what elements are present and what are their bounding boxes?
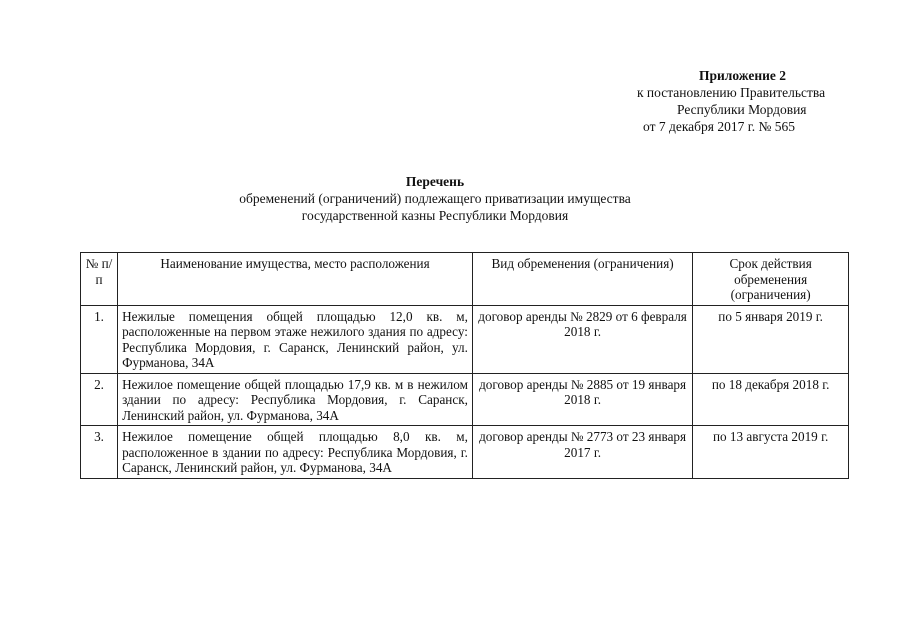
row-encumbrance: договор аренды № 2885 от 19 января 2018 г. [472, 373, 692, 426]
header-number: № п/п [81, 253, 118, 306]
row-number: 1. [81, 305, 118, 373]
appendix-block [600, 67, 900, 135]
appendix-date-line: от 7 декабря 2017 г. № 565 [643, 119, 796, 134]
row-number: 3. [81, 426, 118, 479]
row-property: Нежилое помещение общей площадью 17,9 кв. м в нежилом здании по адресу: Республика Мордовия, г. Саранск, Ленинский район, ул. Фурманова, 34А [118, 373, 473, 426]
document-subtitle-2: государственной казны Республики Мордовия [301, 208, 569, 223]
table-header-row [81, 253, 849, 306]
row-number: 2. [81, 373, 118, 426]
table-row [81, 305, 849, 373]
row-term: по 5 января 2019 г. [693, 305, 849, 373]
header-property: Наименование имущества, место расположения [118, 253, 473, 306]
document-heading [120, 173, 750, 224]
row-property: Нежилые помещения общей площадью 12,0 кв. м, расположенные на первом этаже нежилого здания по адресу: Республика Мордовия, г. Саранск, Ленинский район, ул. Фурманова, 34А [118, 305, 473, 373]
header-term: Срок действия обременения (ограничения) [693, 253, 849, 306]
table-row [81, 426, 849, 479]
appendix-resolution-line: к постановлению Правительства [637, 85, 826, 100]
row-encumbrance: договор аренды № 2829 от 6 февраля 2018 г. [472, 305, 692, 373]
appendix-title: Приложение 2 [699, 68, 787, 83]
document-subtitle: обременений (ограничений) подлежащего приватизации имущества [239, 191, 631, 206]
row-property: Нежилое помещение общей площадью 8,0 кв. м, расположенное в здании по адресу: Республика Мордовия, г. Саранск, Ленинский район, ул. Фурманова, 34А [118, 426, 473, 479]
table-row [81, 373, 849, 426]
row-term: по 18 декабря 2018 г. [693, 373, 849, 426]
document-title: Перечень [405, 174, 465, 189]
row-term: по 13 августа 2019 г. [693, 426, 849, 479]
appendix-republic-line: Республики Мордовия [677, 102, 807, 117]
encumbrance-table [80, 252, 849, 479]
header-encumbrance: Вид обременения (ограничения) [472, 253, 692, 306]
row-encumbrance: договор аренды № 2773 от 23 января 2017 г. [472, 426, 692, 479]
